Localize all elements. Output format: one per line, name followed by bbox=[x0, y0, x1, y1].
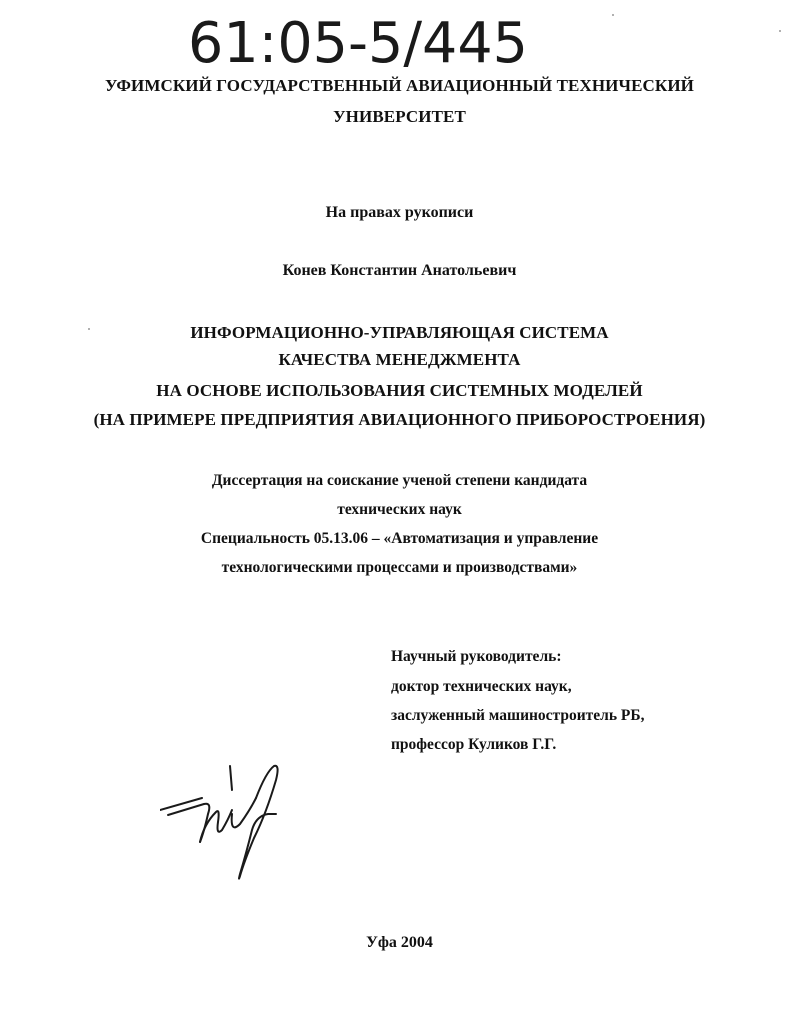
title-line-2: КАЧЕСТВА МЕНЕДЖМЕНТА bbox=[278, 350, 521, 369]
dissertation-line-3: Специальность 05.13.06 – «Автоматизация и управление bbox=[200, 530, 599, 547]
supervisor-name: профессор Куликов Г.Г. bbox=[391, 736, 557, 753]
city-year: Уфа 2004 bbox=[366, 934, 433, 951]
scan-speck bbox=[88, 328, 90, 330]
supervisor-degree: доктор технических наук, bbox=[391, 678, 572, 695]
manuscript-note: На правах рукописи bbox=[325, 204, 474, 221]
university-name-line-2: УНИВЕРСИТЕТ bbox=[333, 107, 466, 126]
dissertation-line-2: технических наук bbox=[337, 501, 462, 518]
title-line-3: НА ОСНОВЕ ИСПОЛЬЗОВАНИЯ СИСТЕМНЫХ МОДЕЛЕЙ bbox=[156, 381, 643, 400]
scan-speck bbox=[779, 30, 781, 32]
scan-speck bbox=[612, 14, 614, 16]
handwritten-archive-number bbox=[188, 6, 533, 76]
title-line-1: ИНФОРМАЦИОННО-УПРАВЛЯЮЩАЯ СИСТЕМА bbox=[190, 323, 609, 342]
archive-number-text: 61:05-5/445 bbox=[188, 11, 528, 76]
handwritten-signature bbox=[160, 758, 285, 883]
title-line-4: (НА ПРИМЕРЕ ПРЕДПРИЯТИЯ АВИАЦИОННОГО ПРИБОРОСТРОЕНИЯ) bbox=[93, 410, 706, 429]
dissertation-line-4: технологическими процессами и производствами» bbox=[221, 559, 578, 576]
supervisor-label: Научный руководитель: bbox=[391, 648, 562, 665]
author-name: Конев Константин Анатольевич bbox=[282, 262, 517, 279]
university-name-line-1: УФИМСКИЙ ГОСУДАРСТВЕННЫЙ АВИАЦИОННЫЙ ТЕХНИЧЕСКИЙ bbox=[105, 76, 694, 95]
supervisor-honor: заслуженный машиностроитель РБ, bbox=[391, 707, 645, 724]
dissertation-line-1: Диссертация на соискание ученой степени кандидата bbox=[211, 472, 588, 489]
